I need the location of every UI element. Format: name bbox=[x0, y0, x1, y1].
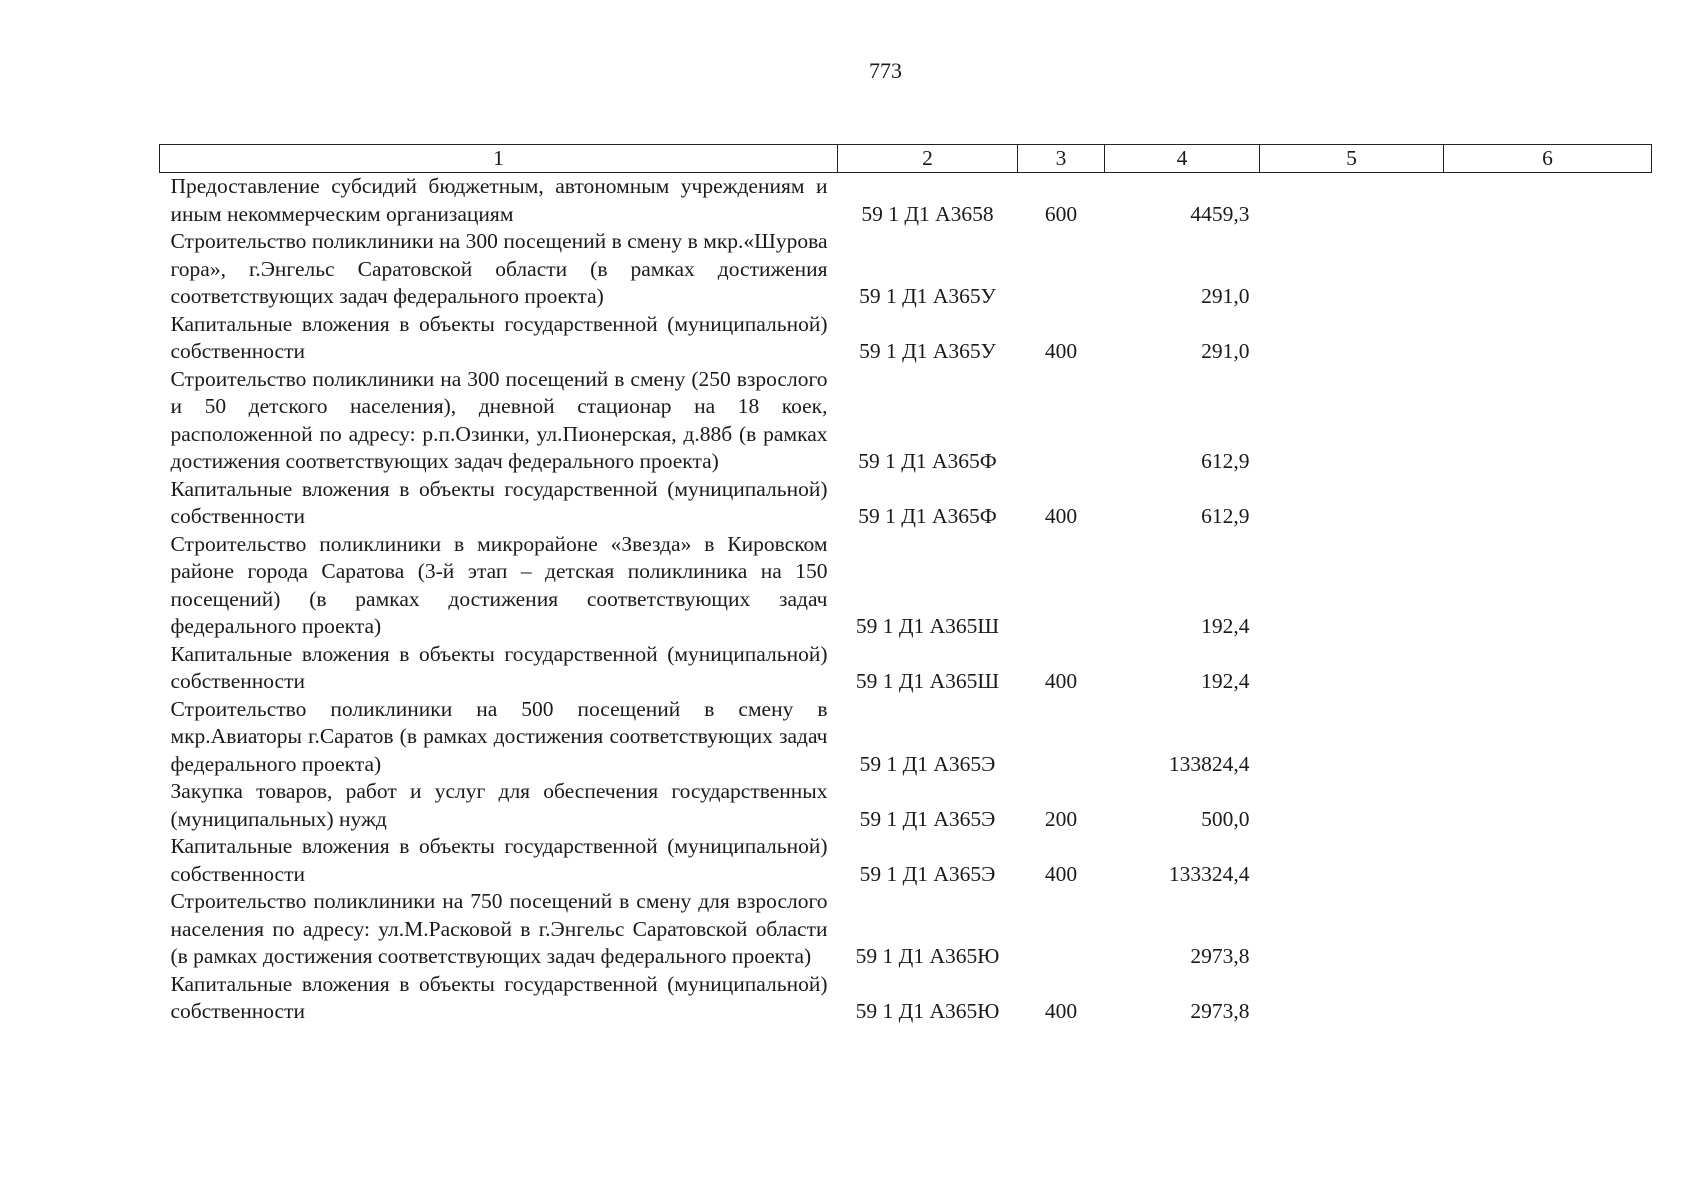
header-col-4: 4 bbox=[1105, 145, 1260, 173]
row-amount-cell: 2973,8 bbox=[1190, 944, 1250, 968]
row-col5-cell bbox=[1260, 476, 1444, 531]
row-amount-cell: 612,9 bbox=[1201, 504, 1250, 528]
row-code-cell: 59 1 Д1 А365У bbox=[859, 339, 996, 363]
row-type-cell: 400 bbox=[1044, 861, 1078, 886]
row-col5-cell bbox=[1260, 228, 1444, 311]
table-header bbox=[160, 145, 1652, 173]
row-type-cell: 400 bbox=[1044, 504, 1078, 528]
row-col6-cell bbox=[1444, 366, 1652, 476]
row-amount-cell: 500,0 bbox=[1201, 806, 1250, 831]
header-col-6: 6 bbox=[1444, 145, 1652, 173]
row-amount-cell: 192,4 bbox=[1201, 614, 1250, 638]
row-type-cell: 400 bbox=[1044, 999, 1078, 1023]
budget-table bbox=[159, 144, 1652, 1026]
row-col6-cell bbox=[1444, 778, 1652, 833]
table-row bbox=[160, 696, 1652, 779]
table-row bbox=[160, 971, 1652, 1026]
row-name-cell: Закупка товаров, работ и услуг для обеспечения государственных (муниципальных) нужд bbox=[170, 779, 828, 831]
header-col-5: 5 bbox=[1260, 145, 1444, 173]
row-col5-cell bbox=[1260, 641, 1444, 696]
row-amount-cell: 291,0 bbox=[1201, 339, 1250, 363]
row-col6-cell bbox=[1444, 971, 1652, 1026]
row-code-cell: 59 1 Д1 А365У bbox=[859, 284, 996, 308]
row-col6-cell bbox=[1444, 641, 1652, 696]
table-row bbox=[160, 531, 1652, 641]
table-row bbox=[160, 476, 1652, 531]
row-name-cell: Строительство поликлиники в микрорайоне «Звезда» в Кировском районе города Саратова (3-й этап – детская поликлиника на 150 посещений) (в рамках достижения соответствующих задач федерального проекта) bbox=[170, 531, 828, 638]
row-col6-cell bbox=[1444, 173, 1652, 229]
row-amount-cell: 612,9 bbox=[1201, 449, 1250, 473]
row-col5-cell bbox=[1260, 778, 1444, 833]
row-col5-cell bbox=[1260, 531, 1444, 641]
row-type-cell: 400 bbox=[1044, 339, 1078, 363]
row-amount-cell: 2973,8 bbox=[1190, 999, 1250, 1023]
row-amount-cell: 291,0 bbox=[1201, 284, 1250, 308]
row-amount-cell: 192,4 bbox=[1201, 669, 1250, 693]
table-row bbox=[160, 778, 1652, 833]
table-body bbox=[160, 173, 1652, 1026]
header-col-2: 2 bbox=[838, 145, 1018, 173]
row-code-cell: 59 1 Д1 А365Ш bbox=[855, 669, 1000, 693]
table-row bbox=[160, 833, 1652, 888]
row-amount-cell: 4459,3 bbox=[1190, 201, 1250, 226]
row-code-cell: 59 1 Д1 А365Ю bbox=[855, 944, 1000, 968]
row-name-cell: Капитальные вложения в объекты государственной (муниципальной) собственности bbox=[170, 311, 828, 363]
row-col5-cell bbox=[1260, 888, 1444, 971]
row-code-cell: 59 1 Д1 А365Ю bbox=[855, 999, 1000, 1023]
row-col6-cell bbox=[1444, 228, 1652, 311]
row-type-cell: 200 bbox=[1044, 806, 1078, 831]
table-row bbox=[160, 311, 1652, 366]
row-name-cell: Капитальные вложения в объекты государственной (муниципальной) собственности bbox=[170, 971, 828, 1023]
table-row bbox=[160, 173, 1652, 229]
table-row bbox=[160, 641, 1652, 696]
row-name-cell: Строительство поликлиники на 300 посещений в смену в мкр.«Шурова гора», г.Энгельс Саратовской области (в рамках достижения соответствующих задач федерального проекта) bbox=[170, 229, 828, 308]
row-type-cell bbox=[1018, 531, 1105, 641]
row-col5-cell bbox=[1260, 971, 1444, 1026]
row-name-cell: Строительство поликлиники на 300 посещений в смену (250 взрослого и 50 детского населения), дневной стационар на 18 коек, расположенной по адресу: р.п.Озинки, ул.Пионерская, д.88б (в рамках достижения соответствующих задач федерального проекта) bbox=[170, 366, 828, 473]
row-type-cell bbox=[1018, 696, 1105, 779]
table-row bbox=[160, 228, 1652, 311]
row-col5-cell bbox=[1260, 173, 1444, 229]
row-code-cell: 59 1 Д1 А365Э bbox=[859, 861, 996, 886]
row-type-cell bbox=[1018, 888, 1105, 971]
row-name-cell: Капитальные вложения в объекты государственной (муниципальной) собственности bbox=[170, 834, 828, 886]
row-amount-cell: 133324,4 bbox=[1168, 861, 1250, 886]
table-row bbox=[160, 888, 1652, 971]
row-col6-cell bbox=[1444, 476, 1652, 531]
row-name-cell: Капитальные вложения в объекты государственной (муниципальной) собственности bbox=[170, 641, 828, 693]
row-type-cell: 400 bbox=[1044, 669, 1078, 693]
row-code-cell: 59 1 Д1 А365Ф bbox=[858, 504, 997, 528]
row-col6-cell bbox=[1444, 696, 1652, 779]
row-col5-cell bbox=[1260, 311, 1444, 366]
row-code-cell: 59 1 Д1 А365Ф bbox=[858, 449, 997, 473]
row-code-cell: 59 1 Д1 А365Э bbox=[859, 751, 996, 776]
row-code-cell: 59 1 Д1 А365Ш bbox=[855, 614, 1000, 638]
header-col-3: 3 bbox=[1018, 145, 1105, 173]
row-name-cell: Предоставление субсидий бюджетным, автономным учреждениям и иным некоммерческим организациям bbox=[170, 174, 828, 226]
row-type-cell bbox=[1018, 366, 1105, 476]
row-col5-cell bbox=[1260, 833, 1444, 888]
row-name-cell: Строительство поликлиники на 500 посещений в смену в мкр.Авиаторы г.Саратов (в рамках достижения соответствующих задач федерального проекта) bbox=[170, 696, 828, 776]
header-col-1: 1 bbox=[160, 145, 838, 173]
row-code-cell: 59 1 Д1 А365Э bbox=[859, 806, 996, 831]
header-row bbox=[160, 145, 1652, 173]
row-col6-cell bbox=[1444, 311, 1652, 366]
row-col5-cell bbox=[1260, 696, 1444, 779]
row-col6-cell bbox=[1444, 833, 1652, 888]
row-col5-cell bbox=[1260, 366, 1444, 476]
table-row bbox=[160, 366, 1652, 476]
page-number: 773 bbox=[869, 58, 902, 83]
row-code-cell: 59 1 Д1 А3658 bbox=[861, 201, 994, 226]
row-amount-cell: 133824,4 bbox=[1168, 751, 1250, 776]
row-name-cell: Строительство поликлиники на 750 посещений в смену для взрослого населения по адресу: ул.М.Расковой в г.Энгельс Саратовской области (в рамках достижения соответствующих задач федерального проекта) bbox=[170, 889, 828, 968]
row-col6-cell bbox=[1444, 531, 1652, 641]
row-type-cell bbox=[1018, 228, 1105, 311]
row-name-cell: Капитальные вложения в объекты государственной (муниципальной) собственности bbox=[170, 476, 828, 528]
row-col6-cell bbox=[1444, 888, 1652, 971]
row-type-cell: 600 bbox=[1044, 201, 1078, 226]
